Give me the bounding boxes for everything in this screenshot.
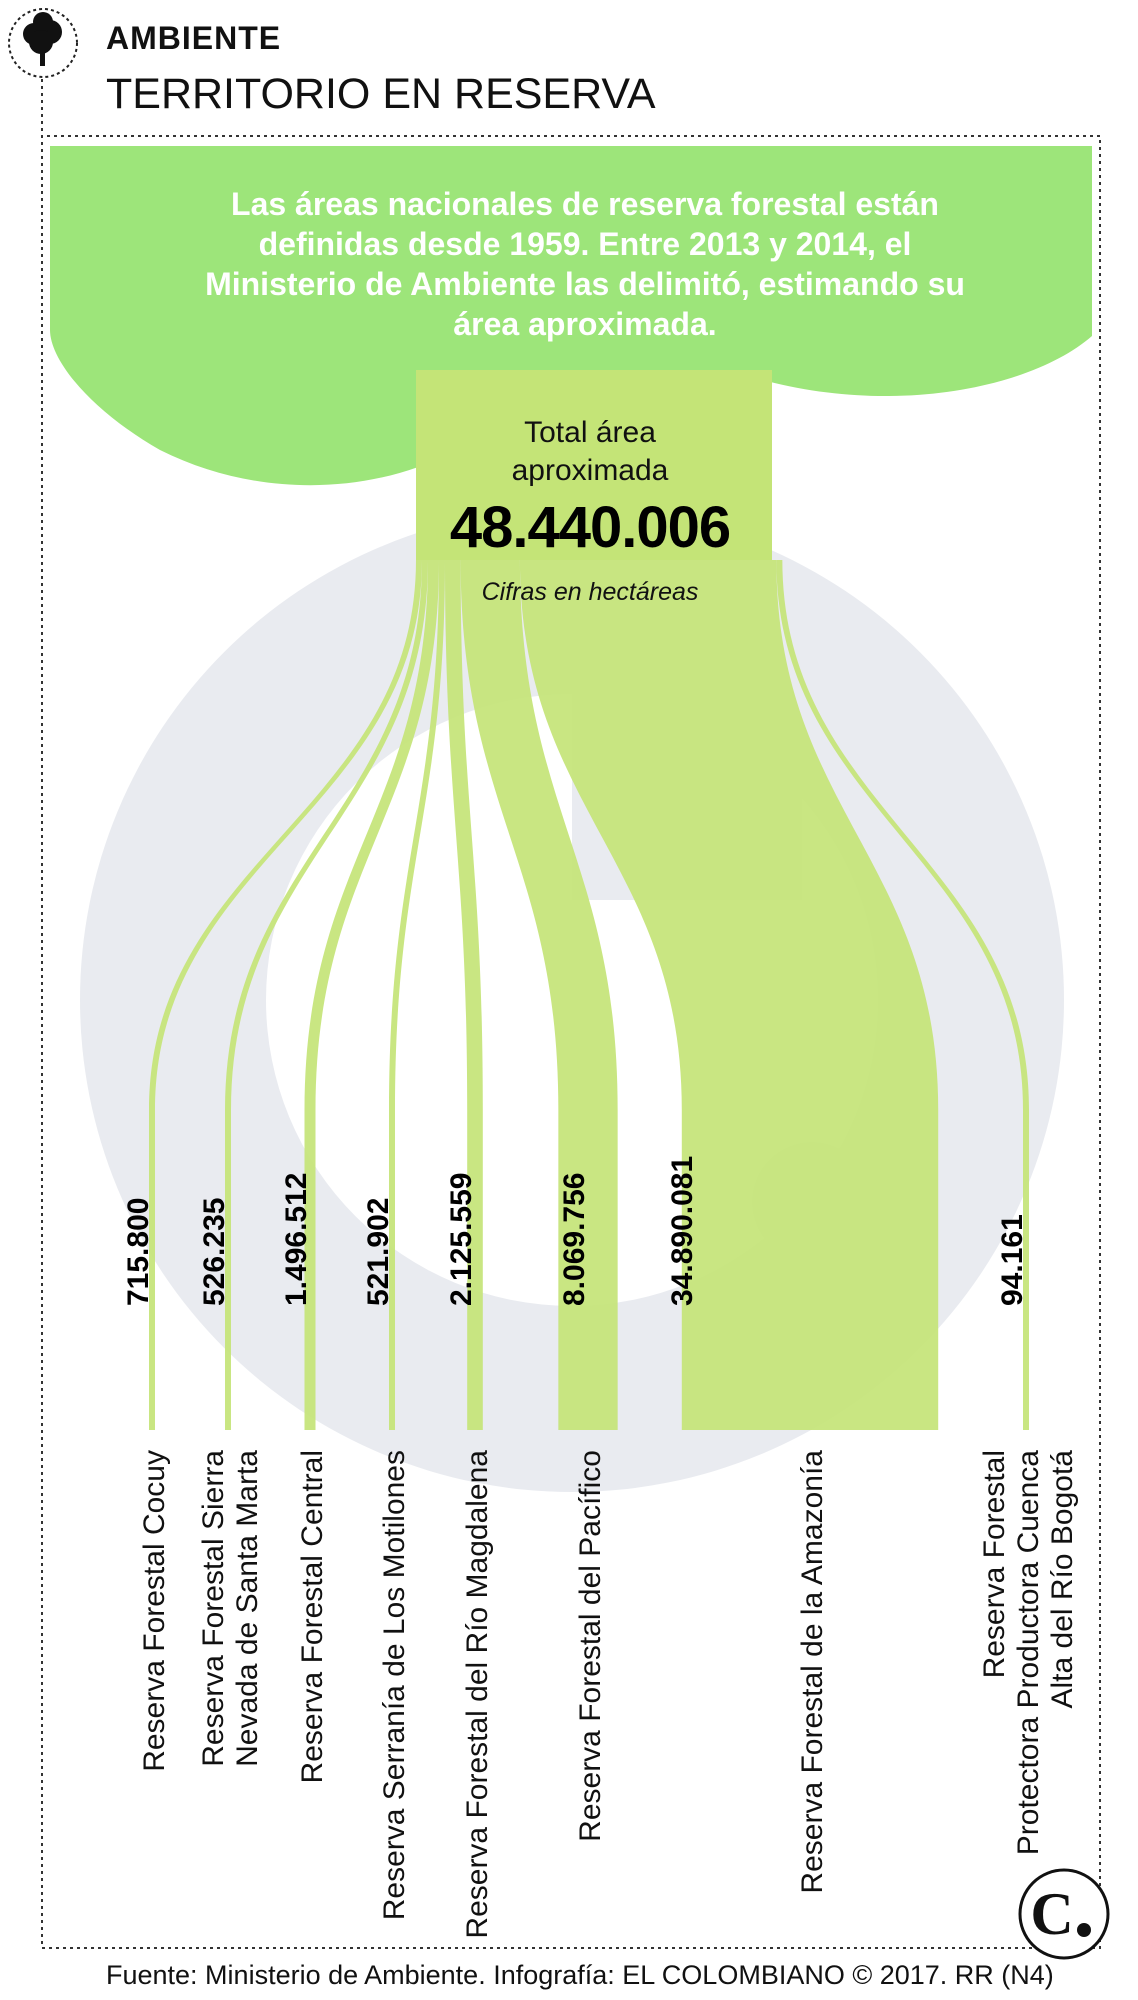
category-label-3 (296, 1450, 329, 1783)
svg-text:C: C (1030, 1881, 1074, 1947)
total-label (420, 414, 760, 490)
value-label-7: 34.890.081 (665, 1155, 699, 1306)
category-label-6 (574, 1450, 607, 1842)
source-credit: Fuente: Ministerio de Ambiente. Infografía: EL COLOMBIANO © 2017. RR (N4) (106, 1960, 1054, 1990)
category-label-line: Reserva Forestal Central (296, 1450, 329, 1784)
value-label-6: 8.069.756 (558, 1172, 591, 1306)
category-label-4 (378, 1450, 411, 1920)
category-label-line: Alta del Río Bogotá (1046, 1450, 1079, 1709)
category-label-line: Reserva Forestal del Pacífico (574, 1450, 607, 1842)
value-label-3: 1.496.512 (280, 1172, 313, 1306)
category-label-line: Reserva Forestal Cocuy (138, 1450, 171, 1772)
section-label: AMBIENTE (106, 20, 282, 56)
total-label-line1: Total área (524, 416, 656, 449)
category-label-5 (461, 1450, 494, 1939)
category-label-line: Reserva Forestal Sierra (197, 1450, 230, 1767)
value-label-2: 526.235 (198, 1197, 231, 1306)
value-label-4: 521.902 (362, 1197, 395, 1306)
tree-icon (9, 9, 77, 77)
el-colombiano-logo (1020, 1870, 1108, 1958)
category-label-8 (978, 1450, 1079, 1856)
value-label-1: 715.800 (122, 1197, 155, 1306)
category-label-line: Nevada de Santa Marta (231, 1450, 264, 1767)
category-label-line: Reserva Forestal (978, 1450, 1011, 1679)
intro-text: Las áreas nacionales de reserva forestal están definidas desde 1959. Entre 2013 y 2014, el Ministerio de Ambiente las delimitó, estimando su área aproximada. (205, 186, 965, 342)
category-label-line: Reserva Serranía de Los Motilones (378, 1450, 411, 1921)
value-label-5: 2.125.559 (445, 1172, 478, 1306)
units-note: Cifras en hectáreas (481, 578, 699, 606)
category-label-line: Reserva Forestal de la Amazonía (796, 1450, 829, 1894)
value-label-8: 94.161 (996, 1214, 1029, 1306)
category-label-group (138, 1450, 1079, 1939)
category-label-1 (138, 1450, 171, 1772)
category-label-7 (796, 1450, 829, 1894)
page-title: TERRITORIO EN RESERVA (106, 70, 656, 118)
category-label-2 (197, 1450, 264, 1767)
category-label-line: Protectora Productora Cuenca (1012, 1450, 1045, 1856)
total-value: 48.440.006 (449, 495, 731, 560)
total-label-line2: aproximada (511, 454, 669, 487)
category-label-line: Reserva Forestal del Río Magdalena (461, 1450, 494, 1939)
